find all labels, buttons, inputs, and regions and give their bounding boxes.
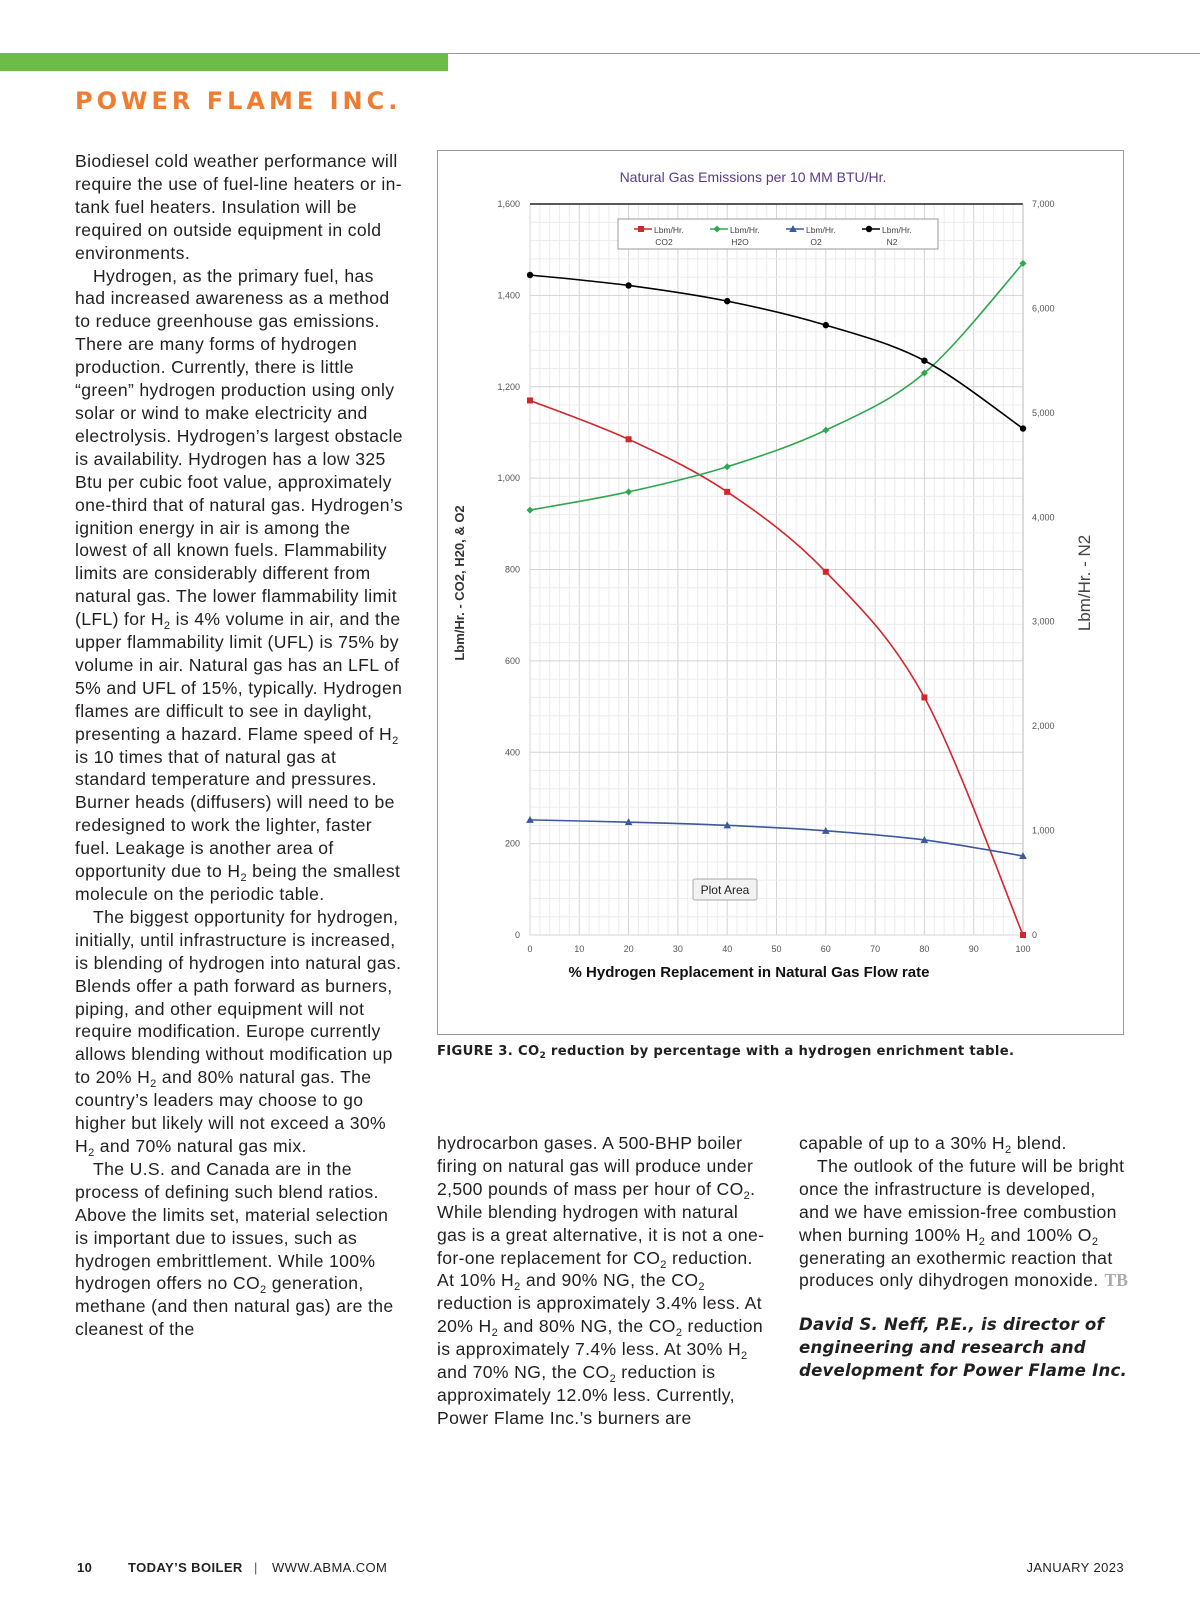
data-point-h2o bbox=[625, 488, 632, 495]
y-tick-label: 600 bbox=[504, 655, 520, 666]
legend-label: Lbm/Hr. bbox=[806, 225, 836, 235]
issue-date: JANUARY 2023 bbox=[1026, 1560, 1124, 1575]
end-mark: TB bbox=[1104, 1270, 1128, 1291]
y-tick-label: 200 bbox=[504, 838, 520, 849]
x-tick-label: 10 bbox=[574, 944, 585, 954]
data-point-n2 bbox=[724, 298, 730, 304]
article-column-1 bbox=[75, 150, 405, 1341]
y2-axis-ticks bbox=[1032, 199, 1055, 940]
publication-name: TODAY’S BOILER bbox=[128, 1560, 243, 1575]
x-tick-label: 50 bbox=[771, 944, 782, 954]
y-tick-label: 1,000 bbox=[497, 473, 520, 484]
chart-legend bbox=[618, 219, 938, 249]
footer-url[interactable]: WWW.ABMA.COM bbox=[272, 1560, 388, 1575]
x-axis-label: % Hydrogen Replacement in Natural Gas Flow rate bbox=[568, 964, 930, 981]
plot-area-tooltip: Plot Area bbox=[700, 883, 750, 897]
x-tick-label: 80 bbox=[919, 944, 930, 954]
figure-chart bbox=[437, 150, 1124, 1035]
data-point-n2 bbox=[1020, 425, 1026, 431]
legend-swatch-marker bbox=[866, 226, 872, 232]
data-point-n2 bbox=[625, 282, 631, 288]
paragraph: The outlook of the future will be bright once the infrastructure is developed, and we have emission-free combustion when burning 100% $H_2$ and 100% $O_2$ generating an exothermic reaction that produces only dihydrogen monoxide. TB bbox=[799, 1155, 1128, 1291]
data-point-n2 bbox=[527, 272, 533, 278]
y2-tick-label: 5,000 bbox=[1032, 407, 1055, 418]
data-point-n2 bbox=[823, 322, 829, 328]
y2-tick-label: 0 bbox=[1032, 930, 1038, 940]
paragraph: Hydrogen, as the primary fuel, has had increased awareness as a method to reduce greenhouse gas emissions. There are many forms of hydrogen production. Currently, there is little “green” hydrogen production using only solar or wind to make electricity and electrolysis. Hydrogen’s largest obstacle is availability. Hydrogen has a low 325 Btu per cubic foot value, approximately one-third that of natural gas. Hydrogen’s ignition energy in air is among the lowest of all known fuels. Flammability limits are considerably different from natural gas. The lower flammability limit (LFL) for $H_2$ is 4% volume in air, and the upper flammability limit (UFL) is 75% by volume in air. Natural gas has an LFL of 5% and UFL of 15%, typically. Hydrogen flames are difficult to see in daylight, presenting a hazard. Flame speed of $H_2$ is 10 times that of natural gas at standard temperature and pressures. Burner heads (diffusers) will need to be redesigned to work the lighter, faster fuel. Leakage is another area of opportunity due to $H_2$ being the smallest molecule on the periodic table. bbox=[75, 265, 403, 904]
legend-swatch-marker bbox=[638, 226, 644, 232]
legend-label-sub: H2O bbox=[731, 237, 749, 247]
legend-label-sub: O2 bbox=[810, 237, 822, 247]
y-tick-label: 400 bbox=[504, 747, 520, 758]
x-axis-ticks bbox=[527, 944, 1030, 954]
y2-axis-label: Lbm/Hr. - N2 bbox=[1075, 534, 1094, 632]
header-accent-bar bbox=[0, 53, 448, 71]
paragraph: The U.S. and Canada are in the process of defining such blend ratios. Above the limits set, material selection is important due to issues, such as hydrogen embrittlement. While 100% hydrogen offers no $CO_2$ generation, methane (and then natural gas) are the cleanest of the bbox=[75, 1158, 394, 1340]
x-tick-label: 40 bbox=[722, 944, 733, 954]
legend-label: Lbm/Hr. bbox=[730, 225, 760, 235]
data-point-n2 bbox=[921, 357, 927, 363]
y-tick-label: 0 bbox=[514, 930, 520, 940]
y2-tick-label: 2,000 bbox=[1032, 721, 1055, 732]
x-tick-label: 100 bbox=[1015, 944, 1031, 954]
figure-caption: FIGURE 3. $CO_2$ reduction by percentage with a hydrogen enrichment table. bbox=[437, 1044, 1015, 1061]
data-point-co2 bbox=[527, 397, 533, 403]
x-tick-label: 30 bbox=[672, 944, 683, 954]
paragraph: capable of up to a 30% $H_2$ blend. bbox=[799, 1133, 1067, 1156]
paragraph: The biggest opportunity for hydrogen, initially, until infrastructure is increased, is blending of hydrogen into natural gas. Blends offer a path forward as burners, piping, and other equipment will not require modification. Europe currently allows blending without modification up to 20% $H_2$ and 80% natural gas. The country’s leaders may choose to go higher but likely will not exceed a 30% $H_2$ and 70% natural gas mix. bbox=[75, 906, 402, 1159]
y-tick-label: 1,200 bbox=[497, 381, 520, 392]
legend-label-sub: CO2 bbox=[655, 237, 673, 247]
paragraph: hydrocarbon gases. A 500-BHP boiler firing on natural gas will produce under 2,500 pounds of mass per hour of $CO_2$. While blending hydrogen with natural gas is a great alternative, it is not a one-for-one replacement for $CO_2$ reduction. At 10% $H_2$ and 90% NG, the $CO_2$ reduction is approximately 3.4% less. At 20% $H_2$ and 80% NG, the $CO_2$ reduction is approximately 7.4% less. At 30% $H_2$ and 70% NG, the $CO_2$ reduction is approximately 12.0% less. Currently, Power Flame Inc.’s burners are bbox=[437, 1133, 765, 1428]
y-tick-label: 800 bbox=[504, 564, 520, 575]
data-point-co2 bbox=[724, 489, 730, 495]
data-point-co2 bbox=[1020, 932, 1026, 938]
data-point-co2 bbox=[921, 694, 927, 700]
legend-label-sub: N2 bbox=[886, 237, 898, 247]
paragraph: Biodiesel cold weather performance will require the use of fuel-line heaters or in-tank fuel heaters. Insulation will be required on outside equipment in cold environments. bbox=[75, 151, 403, 263]
page-number: 10 bbox=[77, 1560, 93, 1575]
chart-title: Natural Gas Emissions per 10 MM BTU/Hr. bbox=[619, 169, 887, 185]
footer-separator: | bbox=[254, 1560, 258, 1575]
data-point-h2o bbox=[822, 427, 829, 434]
data-point-h2o bbox=[527, 507, 534, 514]
x-tick-label: 90 bbox=[968, 944, 979, 954]
article-column-2 bbox=[437, 1132, 767, 1430]
x-tick-label: 70 bbox=[870, 944, 881, 954]
legend-label: Lbm/Hr. bbox=[882, 225, 912, 235]
y-tick-label: 1,600 bbox=[497, 199, 520, 209]
data-point-co2 bbox=[823, 569, 829, 575]
y2-tick-label: 7,000 bbox=[1032, 199, 1055, 209]
x-tick-label: 60 bbox=[820, 944, 831, 954]
y-axis-ticks bbox=[497, 199, 520, 940]
x-tick-label: 20 bbox=[623, 944, 634, 954]
x-tick-label: 0 bbox=[527, 944, 533, 954]
legend-label: Lbm/Hr. bbox=[654, 225, 684, 235]
data-point-co2 bbox=[626, 436, 632, 442]
brand-title: POWER FLAME INC. bbox=[75, 87, 402, 115]
emissions-chart bbox=[438, 151, 1123, 1034]
y2-tick-label: 3,000 bbox=[1032, 616, 1055, 627]
author-bio: David S. Neff, P.E., is director of engineering and research and development for Power Flame Inc. bbox=[799, 1315, 1127, 1381]
y2-tick-label: 4,000 bbox=[1032, 512, 1055, 523]
y2-tick-label: 1,000 bbox=[1032, 825, 1055, 836]
chart-grid bbox=[530, 204, 1023, 935]
data-point-h2o bbox=[724, 463, 731, 470]
article-column-3 bbox=[799, 1132, 1129, 1383]
y-tick-label: 1,400 bbox=[497, 290, 520, 301]
y-axis-label: Lbm/Hr. - CO2, H20, & O2 bbox=[452, 505, 467, 661]
y2-tick-label: 6,000 bbox=[1032, 303, 1055, 314]
